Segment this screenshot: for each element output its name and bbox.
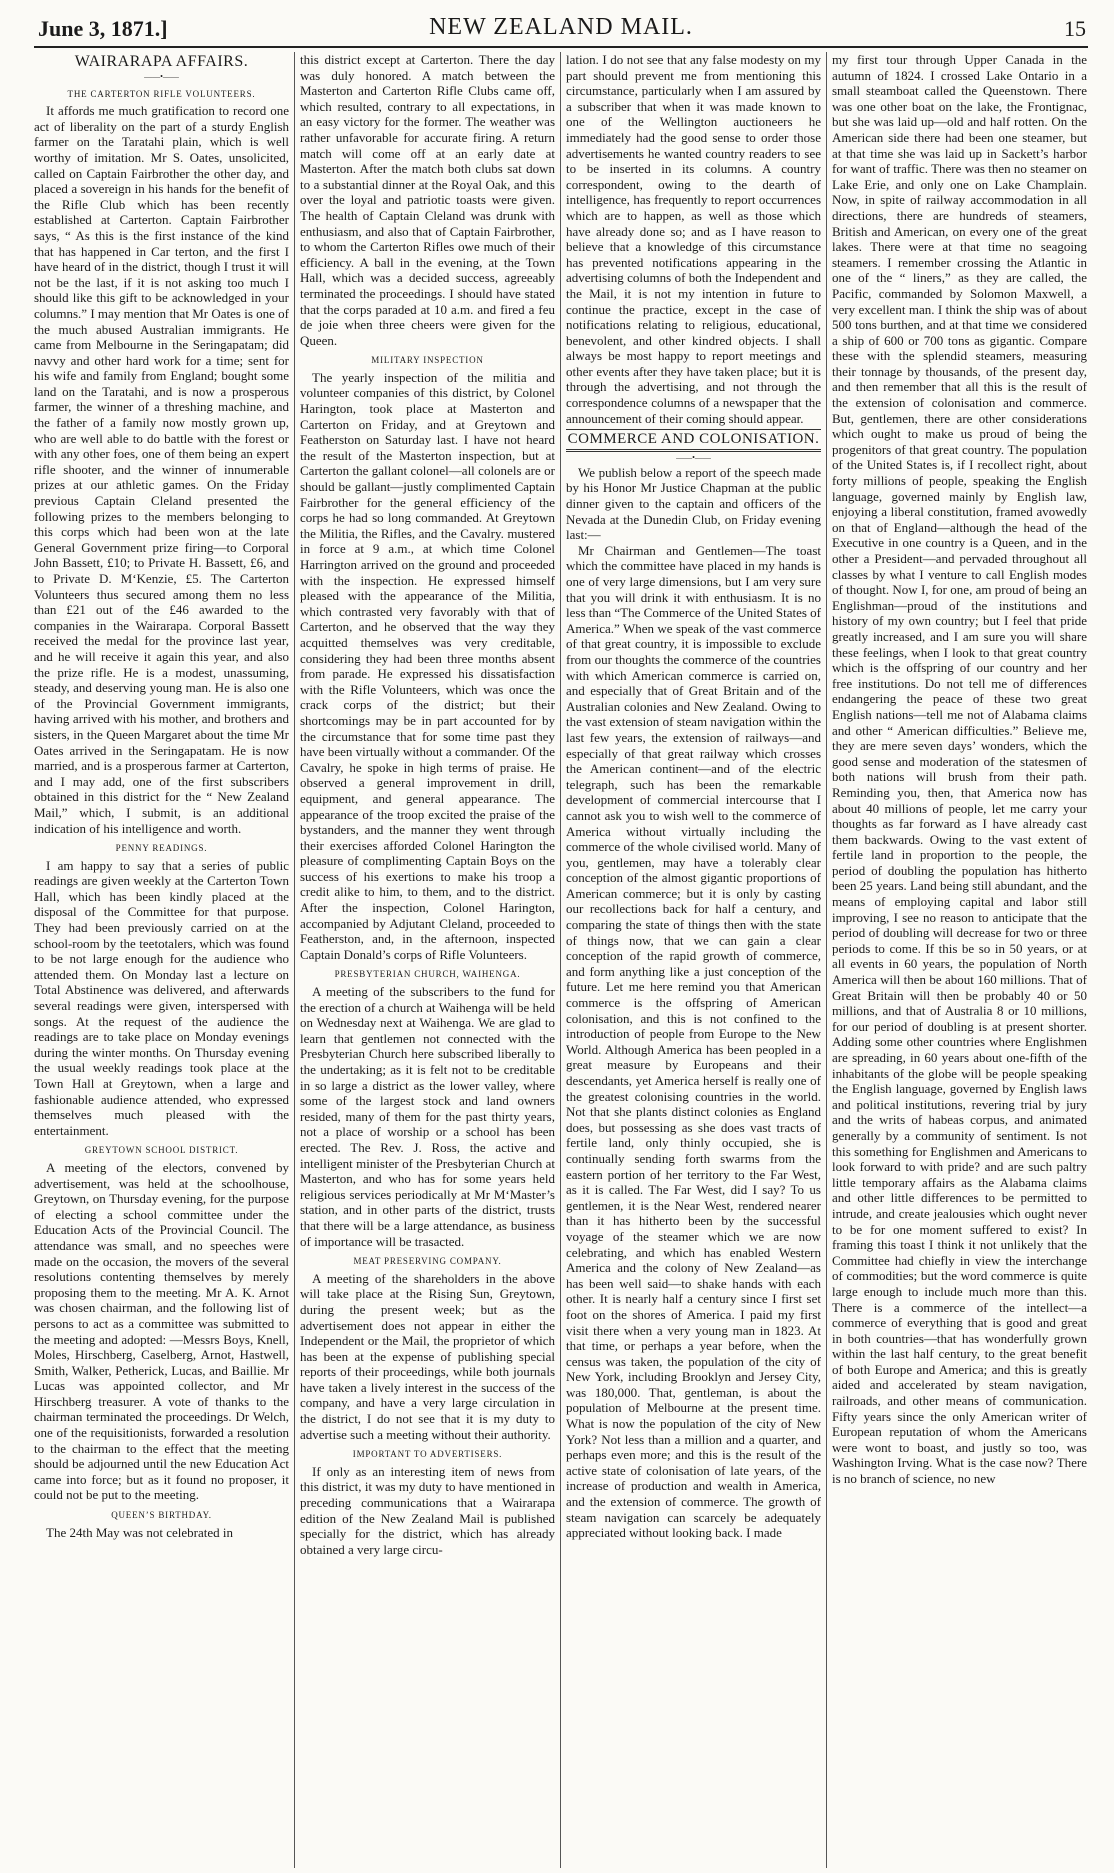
paragraph: A meeting of the electors, convened by advertisement, was held at the schoolhouse, Greytown, on Thursday evening, for the purpose of electing a school committee under the Education Acts of the Provincial Council. The attendance was small, and no speeches were made on the occasion, the movers of the several resolutions contenting themselves by merely proposing them to the meeting. Mr A. K. Arnot was chosen chairman, and the following list of persons to act as a committee was submitted to the meeting and adopted: —Messrs Boys, Knell, Moles, Hirschberg, Caselberg, Arnot, Hastwell, Smith, Walker, Petherick, Lucas, and Baillie. Mr Lucas was appointed collector, and Mr Hirschberg treasurer. A vote of thanks to the chairman terminated the proceedings. Dr Welch, one of the requisitionists, forwarded a resolution to the chairman to the effect that the meeting should be adjourned until the new Education Act came into force; but as it found no proposer, it could not be put to the meeting. xyxy=(34,1159,289,1503)
column-2 xyxy=(300,52,555,1868)
paragraph: The 24th May was not celebrated in xyxy=(46,1524,233,1540)
paragraph: this district except at Carterton. There the day was duly honored. A match between the Masterton and Carterton Rifle Clubs came off, which resulted, contrary to all expectations, in an easy victory for the former. The weather was rather unfavorable for accurate firing. A return match will come off at an early date at Masterton. After the match both clubs sat down to a substantial dinner at the Royal Oak, and this over the loyal and patriotic toasts were given. The health of Captain Cleland was drunk with enthusiasm, and also that of Captain Fairbrother, to whom the Carterton Rifles owe much of their efficiency. A ball in the evening, at the Town Hall, which was a decided success, agreeably terminated the proceedings. I should have stated that the corps paraded at 10 a.m. and fired a feu de joie when three cheers were given for the Queen. xyxy=(300,52,555,348)
subheading: MILITARY INSPECTION xyxy=(371,355,484,366)
section-heading: COMMERCE AND COLONISATION. xyxy=(566,429,821,452)
page-number: 15 xyxy=(1064,16,1086,41)
subheading: MEAT PRESERVING COMPANY. xyxy=(353,1256,502,1267)
subheading: IMPORTANT TO ADVERTISERS. xyxy=(352,1449,503,1460)
paragraph: A meeting of the shareholders in the above will take place at the Rising Sun, Greytown, during the present week; but as the advertisement does not appear in either the Independent or the Mail, the proprietor of which has been at the expense of publishing special reports of their proceedings, while both journals have taken a lively interest in the success of the company, and have a very large circulation in the district, I do not see that it is my duty to advertise such a meeting without their authority. xyxy=(300,1270,555,1442)
column-rule xyxy=(826,52,827,1868)
column-3 xyxy=(566,52,821,1868)
subheading: GREYTOWN SCHOOL DISTRICT. xyxy=(84,1145,239,1156)
paragraph: A meeting of the subscribers to the fund for the erection of a church at Waihenga will be held on Wednesday next at Waihenga. We are glad to learn that gentlemen not connected with the Presbyterian Church here subscribed liberally to the undertaking; as it is felt not to be creditable in so large a district as the lower valley, where some of the largest stock and land owners resided, many of them for the past thirty years, not a place of worship or a school has been erected. The Rev. J. Ross, the active and intelligent minister of the Presbyterian Church at Masterton, and who has for some years held religious services periodically at Mr M‘Master’s station, and in other parts of the district, trusts that there will be a large attendance, as business of importance will be trasacted. xyxy=(300,984,555,1249)
article-columns xyxy=(34,52,1088,1868)
subheading: QUEEN’S BIRTHDAY. xyxy=(111,1510,212,1521)
subheading: PENNY READINGS. xyxy=(115,843,208,854)
ornament-divider: ——•—— xyxy=(676,452,711,462)
paragraph: lation. I do not see that any false modesty on my part should prevent me from mentioning this circumstance, particularly when I am assured by a subscriber that when it was made known to one of the Wellington auctioneers he immediately had the good sense to order those advertisements he wanted country readers to see to be inserted in its columns. A country correspondent, owing to the dearth of intelligence, has frequently to report occurrences which are to happen, as well as those which have already done so; and as I have reason to believe that a knowledge of this circumstance has prevented notifications appearing in the advertising columns of both the Independent and the Mail, it is not my intention in future to continue the practice, except in the case of notifications relating to religious, educational, benevolent, and other kindred objects. I shall always be most happy to report meetings and other events after they have taken place; but it is through the advertising, and not through the correspondence columns of a newspaper that the announcement of their coming should appear. xyxy=(566,52,821,426)
paragraph: We publish below a report of the speech made by his Honor Mr Justice Chapman at the public dinner given to the captain and officers of the Nevada at the Dunedin Club, on Friday evening last:— xyxy=(566,464,821,543)
paragraph: Mr Chairman and Gentlemen—The toast which the committee have placed in my hands is one of very large dimensions, but I am very sure that you will drink it with enthusiasm. It is no less than “The Commerce of the United States of America.” When we speak of the vast commerce of that great country, it is impossible to exclude from our thoughts the commerce of the countries with which American commerce is carried on, and especially that of Great Britain and of the Australian colonies and New Zealand. Owing to the vast extension of steam navigation within the last few years, the extension of railways—and especially of that great railway which crosses the American continent—and of the electric telegraph, such has been the remarkable development of commercial intercourse that I cannot ask you to wish well to the commerce of America without virtually including the commerce of the whole civilised world. Many of you, gentlemen, may have a tolerably clear conception of the almost gigantic proportions of American commerce; but it is only by casting our recollections back for half a century, and comparing the state of things then with the state of things now, that we can gain a clear conception of the rapid growth of commerce, and form anything like a just conception of the future. Let me here remind you that American commerce is the offspring of American colonisation, and this is not confined to the introduction of people from Europe to the New World. Although America has been peopled in a great measure by Europeans and their descendants, yet America herself is really one of the greatest colonising countries in the world. Not that she plants distinct colonies as England does, but possessing as she does vast tracts of fertile land, only thinly occupied, she is continually sending forth swarms from the eastern portion of her territory to the Far West, as it is called. The Far West, did I say? To us gentlemen, it is the Near West, rendered nearer than it has hitherto been by the successful voyage of the steamer which we are now celebrating, and which has enabled Western America and the colony of New Zealand—as has been well said—to shake hands with each other. It is nearly half a century since I first set foot on the shores of America. I paid my first visit there when a very young man in 1823. At that time, or perhaps a year before, when the census was taken, the population of the city of New York, including Brooklyn and Jersey City, was 180,000. That, gentleman, is about the population of Melbourne at the present time. What is now the population of the city of New York? Not less than a million and a quarter, and perhaps even more; and this is the result of the active state of colonisation of late years, of the increase of production and wealth in America, and the extension of commerce. The growth of steam navigation can scarcely be adequately appreciated without looking back. I made xyxy=(566,542,821,1541)
column-4 xyxy=(832,52,1087,1868)
paragraph: The yearly inspection of the militia and volunteer companies of this district, by Colonel Harington, took place at Masterton and Carterton on Friday, and at Greytown and Featherston on Saturday last. I have not heard the result of the Masterton inspection, but at Carterton the gallant colonel—all colonels are or should be gallant—justly complimented Captain Fairbrother for the general efficiency of the corps he had so long commanded. At Greytown the Militia, the Rifles, and the Cavalry. mustered in force at 9 a.m., at which time Colonel Harrington arrived on the ground and proceeded with the inspection. He expressed himself pleased with the appearance of the Militia, which contrasted very favorably with that of Carterton, and he observed that the way they acquitted themselves was very creditable, considering they had been three months absent from parade. He expressed his dissatisfaction with the Rifle Volunteers, which was once the crack corps of the district; but their shortcomings may be in part accounted for by the circumstance that for some time past they have been virtually without a commander. Of the Cavalry, he spoke in high terms of praise. He observed a general improvement in drill, equipment, and general appearance. The appearance of the troop excited the praise of the bystanders, and the manner they went through their exercises afforded Colonel Harington the pleasure of complimenting Captain Boys on the success of his exertions to make his troop a credit alike to him, to them, and to the district. After the inspection, Colonel Harington, accompanied by Adjutant Cleland, proceeded to Featherston, and, in the afternoon, inspected Captain Donald’s corps of Rifle Volunteers. xyxy=(300,369,555,962)
column-rule xyxy=(294,52,295,1868)
masthead xyxy=(34,10,1088,48)
subheading: THE CARTERTON RIFLE VOLUNTEERS. xyxy=(67,88,256,99)
column-rule xyxy=(560,52,561,1868)
paragraph: It affords me much gratification to record one act of liberality on the part of a sturdy English farmer on the Taratahi plain, which is well worthy of imitation. Mr S. Oates, unsolicited, called on Captain Fairbrother the other day, and placed a sovereign in his hands for the benefit of the Rifle Club which has been recently established at Carterton. Captain Fairbrother says, “ As this is the first instance of the kind that has happened in Car terton, and the first I have heard of in the district, though I trust it will not be the last, if it is not asking too much I should like this gift to be acknowledged in your columns.” I may mention that Mr Oates is one of the much abused Australian immigrants. He came from Melbourne in the Seringapatam; did navvy and other hard work for a time; sent for his wife and family from England; bought some land on the Taratahi, and is now a prosperous farmer, the winner of a threshing machine, and the father of a family now mostly grown up, who are well able to do battle with the forest or with any other foes, one of them being an expert rifle shooter, and the winner of innumerable prizes at our athletic games. On the Friday previous Captain Cleland presented the following prizes to the members belonging to this corps which had been won at the late General Government prize firing—to Corporal John Bassett, £10; to Private H. Bassett, £6, and to Private D. M‘Kenzie, £5. The Carterton Volunteers thus secured among them no less than £21 out of the £46 awarded to the companies in the Wairarapa. Corporal Bassett received the medal for the province last year, and he will receive it again this year, and also the prize rifle. He is a modest, unassuming, steady, and deserving young man. He is also one of the Provincial Government immigrants, having arrived with his mother, and brothers and sisters, in the Queen Margaret about the time Mr Oates arrived in the Seringapatam. He is now married, and is a prosperous farmer at Carterton, and I may add, one of the first subscribers obtained in this district for the “ New Zealand Mail,” which, I submit, is an additional indication of his intelligence and worth. xyxy=(34,103,289,836)
paragraph: I am happy to say that a series of public readings are given weekly at the Carterton Town Hall, which has been kindly placed at the disposal of the Committee for that purpose. They had been previously carried on at the school-room by the teetotalers, which was found to be not large enough for the audience who attended them. On Monday last a lecture on Total Abstinence was delivered, and afterwards several readings were given, interspersed with songs. At the request of the audience the readings are to take place on Monday evenings during the winter months. On Thursday evening the usual weekly readings took place at the Town Hall at Greytown, when a large and fashionable audience attended, who expressed themselves much pleased with the entertainment. xyxy=(34,857,289,1138)
column-1 xyxy=(34,52,289,1868)
newspaper-title: NEW ZEALAND MAIL. xyxy=(429,14,693,40)
subheading: PRESBYTERIAN CHURCH, WAIHENGA. xyxy=(334,969,521,980)
paragraph: my first tour through Upper Canada in the autumn of 1824. I crossed Lake Ontario in a small steamboat called the Queenstown. There was one other boat on the lake, the Frontignac, but she was laid up—old and half rotten. On the American side there had been one steamer, but at that time she was laid up in Sackett’s harbor for want of traffic. There was then no steamer on Lake Erie, and only one on Lake Champlain. Now, in spite of railway accommodation in all directions, there are hundreds of steamers, British and American, on every one of the great lakes. There were at that time no seagoing steamers. I remember crossing the Atlantic in one of the “ liners,” as they are called, the Pacific, commanded by Solomon Maxwell, a very excellent man. I think the ship was of about 500 tons burthen, and at that time we considered a ship of 600 or 700 tons as gigantic. Compare these with the splendid steamers, measuring their tonnage by thousands, of the present day, and then remember that all this is the result of the extension of colonisation and commerce. But, gentlemen, there are other considerations which ought to make us proud of being the progenitors of that great country. The population of the United States is, if I recollect right, about forty millions of people, speaking the English language, governed mainly by English law, enjoying a liberal constitution, framed avowedly on that of England—although the head of the Executive in one country is a Queen, and in the other a President—and pervaded throughout all classes by what I venture to call English modes of thought. Now I, for one, am proud of being an Englishman—proud of the institutions and history of my own country; but I feel that pride greatly increased, and I am sure you will share these feelings, when I look to that great country which is the offspring of our country and her free institutions. Do not tell me of differences endangering the peace of these two great English nations—tell me not of Alabama claims and other “ American difficulties.” Believe me, they are mere seven days’ wonders, which the good sense and moderation of the statesmen of both nations will brush from their path. Reminding you, then, that America now has about 40 millions of people, let me carry your thoughts as far forward as I have already cast them backwards. Owing to the vast extent of fertile land in proportion to the people, the period of doubling the population has hitherto been 25 years. Land being still abundant, and the means of employing capital and labor still improving, I see no reason to anticipate that the period of doubling will decrease for two or three periods to come. If this be so in 50 years, or at all events in 60 years, the population of North America will then be about 160 millions. That of Great Britain will then be probably 40 or 50 millions, and that of Australia 8 or 10 millions, for our period of doubling is at present shorter. Adding some other countries where Englishmen are spreading, in 60 years about one-fifth of the inhabitants of the globe will be people speaking the English language, governed by English laws and political institutions, revering trial by jury and the writs of habeas corpus, and animated generally by a community of sentiment. Is not this something for Englishmen and Americans to look forward to with pride? and are such paltry little temporary affairs as the Alabama claims and other little differences to be permitted to intrude, and create jealousies which ought never to be for one moment suffered to exist? In framing this toast I think it not unlikely that the Committee had chiefly in view the interchange of commodities; but the word commerce is quite large enough to include much more than this. There is a commerce of the intellect—a commerce of everything that is good and great in both countries—that has wonderfully grown within the last half century, to the great benefit of both Europe and America; and this is greatly aided and accelerated by steam navigation, railroads, and other means of communication. Fifty years since the only American writer of European reputation of whom the Americans were wont to boast, and justly so too, was Washington Irving. What is the case now? There is no branch of science, no new xyxy=(832,52,1087,1487)
ornament-divider: ——•—— xyxy=(144,71,179,81)
paragraph: If only as an interesting item of news from this district, it was my duty to have mentioned in preceding communications that a Wairarapa edition of the New Zealand Mail is published specially for the district, which has already obtained a very large circu- xyxy=(300,1463,555,1557)
section-heading: WAIRARAPA AFFAIRS. xyxy=(74,53,249,70)
issue-date: June 3, 1871.] xyxy=(38,16,168,41)
